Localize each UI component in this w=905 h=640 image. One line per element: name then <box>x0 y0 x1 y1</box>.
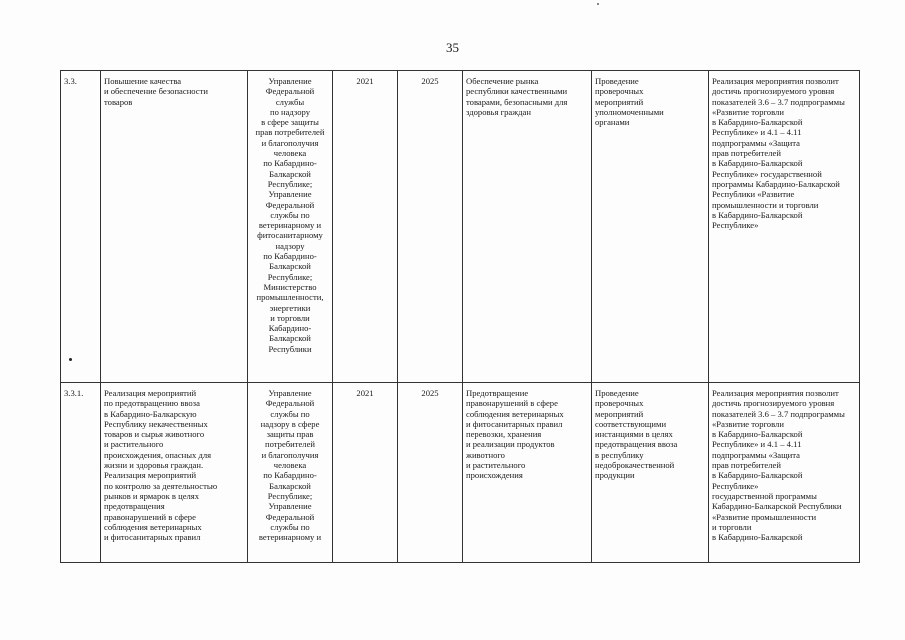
responsible-executor: Управление Федеральной службы по надзору в сфере защиты прав потребителей и благополучия человека по Кабардино- Балкарской Республике; Управление Федеральной службы по ветеринарному и фитосанитарному надзору по Кабардино- Балкарской Республике; Министерство промышленности, энергетики и торговли Кабардино- Балкарской Республики <box>248 71 333 383</box>
table-row-3-3-1 <box>61 383 860 563</box>
activity-title: Повышение качества и обеспечение безопасности товаров <box>101 71 248 383</box>
program-activities-table <box>60 70 860 563</box>
scan-speck <box>597 3 599 5</box>
start-year: 2021 <box>333 71 398 383</box>
expected-result: Предотвращение правонарушений в сфере соблюдения ветеринарных и фитосанитарных правил перевозки, хранения и реализации продуктов животного и растительного происхождения <box>463 383 592 563</box>
page-number: 35 <box>446 40 459 55</box>
expected-result: Обеспечение рынка республики качественными товарами, безопасными для здоровья граждан <box>463 71 592 383</box>
item-number: 3.3.1. <box>61 383 101 563</box>
implementation-form: Проведение проверочных мероприятий уполномоченными органами <box>592 71 709 383</box>
indicator-link: Реализация мероприятия позволит достичь прогнозируемого уровня показателей 3.6 – 3.7 подпрограммы «Развитие торговли в Кабардино-Балкарской Республике» и 4.1 – 4.11 подпрограммы «Защита прав потребителей в Кабардино-Балкарской Республике» государственной программы Кабардино-Балкарской Республики «Развитие промышленности и торговли в Кабардино-Балкарской <box>709 383 860 563</box>
end-year: 2025 <box>398 71 463 383</box>
end-year: 2025 <box>398 383 463 563</box>
margin-mark <box>69 358 72 361</box>
table-row-3-3 <box>61 71 860 383</box>
item-number: 3.3. <box>61 71 101 383</box>
responsible-executor: Управление Федеральной службы по надзору в сфере защиты прав потребителей и благополучия человека по Кабардино- Балкарской Республике; Управление Федеральной службы по ветеринарному и <box>248 383 333 563</box>
start-year: 2021 <box>333 383 398 563</box>
indicator-link: Реализация мероприятия позволит достичь прогнозируемого уровня показателей 3.6 – 3.7 подпрограммы «Развитие торговли в Кабардино-Балкарской Республике» и 4.1 – 4.11 подпрограммы «Защита прав потребителей в Кабардино-Балкарской Республике» государственной программы Кабардино-Балкарской Республики «Развитие промышленности и торговли в Кабардино-Балкарской Республике» <box>709 71 860 383</box>
activity-title: Реализация мероприятий по предотвращению ввоза в Кабардино-Балкарскую Республику некачественных товаров и сырья животного и растительного происхождения, опасных для жизни и здоровья граждан. Реализация мероприятий по контролю за деятельностью рынков и ярмарок в целях предотвращения правонарушений в сфере соблюдения ветеринарных и фитосанитарных правил <box>101 383 248 563</box>
implementation-form: Проведение проверочных мероприятий соответствующими инстанциями в целях предотвращения ввоза в республику недоброкачественной продукции <box>592 383 709 563</box>
